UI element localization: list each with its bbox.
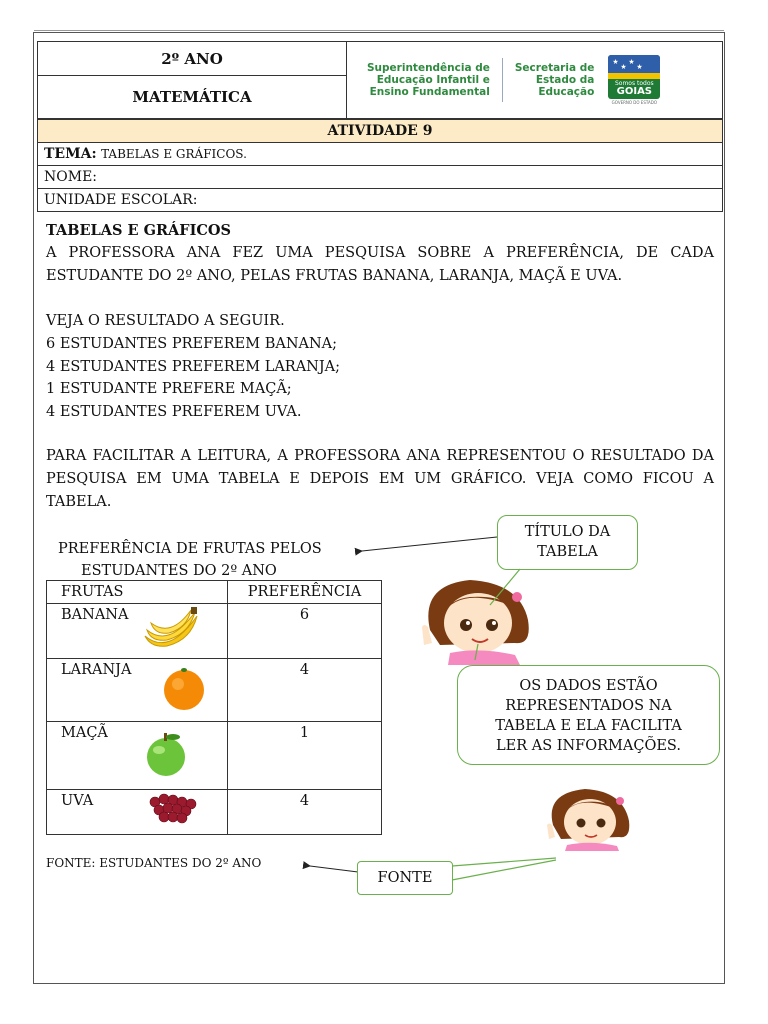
title-callout: TÍTULO DA TABELA bbox=[497, 515, 638, 570]
preference-value: 4 bbox=[299, 662, 310, 678]
grapes-icon bbox=[145, 790, 201, 826]
table-row bbox=[47, 790, 382, 835]
table-row bbox=[47, 722, 382, 790]
fruit-name: BANANA bbox=[61, 607, 129, 623]
secretaria-logo: Secretaria de Estado da Educação bbox=[514, 62, 595, 98]
subject-cell: MATEMÁTICA bbox=[38, 76, 347, 119]
conclusion-paragraph: PARA FACILITAR A LEITURA, A PROFESSORA ANA REPRESENTOU O RESULTADO DA PESQUISA EM UMA TABELA E DEPOIS EM UM GRÁFICO. VEJA COMO FICOU A TABELA. bbox=[46, 448, 714, 510]
table-row bbox=[47, 659, 382, 722]
fruit-name: LARANJA bbox=[61, 662, 132, 678]
institution-logos bbox=[347, 42, 722, 118]
grade-cell: 2º ANO bbox=[38, 42, 347, 76]
apple-icon bbox=[143, 730, 189, 778]
table-header-row bbox=[47, 581, 382, 604]
logo-divider bbox=[502, 58, 503, 102]
fruit-name: UVA bbox=[61, 793, 94, 809]
goias-flag-icon: ★ ★ ★ ★ Somos todos GOIAS bbox=[608, 55, 660, 99]
result-banana: 6 ESTUDANTES PREFEREM BANANA; bbox=[46, 336, 338, 352]
header-preferencia: PREFERÊNCIA bbox=[228, 581, 382, 604]
result-laranja: 4 ESTUDANTES PREFEREM LARANJA; bbox=[46, 359, 341, 375]
orange-icon bbox=[161, 665, 207, 711]
intro-paragraph: A PROFESSORA ANA FEZ UMA PESQUISA SOBRE A PREFERÊNCIA, DE CADA ESTUDANTE DO 2º ANO, PELAS FRUTAS BANANA, LARANJA, MAÇÃ E UVA. bbox=[46, 245, 714, 284]
unidade-escolar-field[interactable]: UNIDADE ESCOLAR: bbox=[38, 189, 723, 212]
banana-icon bbox=[141, 606, 201, 652]
table-title: PREFERÊNCIA DE FRUTAS PELOS ESTUDANTES DO 2º ANO bbox=[58, 541, 322, 579]
results-intro: VEJA O RESULTADO A SEGUIR. bbox=[46, 313, 285, 329]
fruit-preference-table bbox=[46, 580, 382, 835]
nome-field[interactable]: NOME: bbox=[38, 166, 723, 189]
source-callout: FONTE bbox=[357, 861, 453, 895]
data-callout: OS DADOS ESTÃO REPRESENTADOS NA TABELA E ELA FACILITA LER AS INFORMAÇÕES. bbox=[457, 665, 720, 765]
table-source: FONTE: ESTUDANTES DO 2º ANO bbox=[46, 856, 262, 870]
result-uva: 4 ESTUDANTES PREFEREM UVA. bbox=[46, 404, 302, 420]
goias-logo: ★ ★ ★ ★ Somos todos GOIAS GOVERNO DO ESTADO bbox=[608, 55, 660, 105]
header-frutas: FRUTAS bbox=[47, 581, 228, 604]
superintendencia-logo: Superintendência de Educação Infantil e Ensino Fundamental bbox=[367, 62, 490, 98]
preference-value: 4 bbox=[299, 793, 310, 809]
header-table bbox=[37, 41, 723, 119]
logo-cell bbox=[347, 42, 723, 119]
tema-row: TEMA: TABELAS E GRÁFICOS. bbox=[38, 143, 723, 166]
activity-info-table bbox=[37, 119, 723, 212]
result-maca: 1 ESTUDANTE PREFERE MAÇÃ; bbox=[46, 381, 292, 397]
activity-title: ATIVIDADE 9 bbox=[38, 120, 723, 143]
fruit-name: MAÇÃ bbox=[61, 725, 108, 741]
preference-value: 1 bbox=[299, 725, 310, 741]
preference-value: 6 bbox=[299, 607, 310, 623]
table-row bbox=[47, 604, 382, 659]
section-title: TABELAS E GRÁFICOS bbox=[46, 222, 232, 239]
